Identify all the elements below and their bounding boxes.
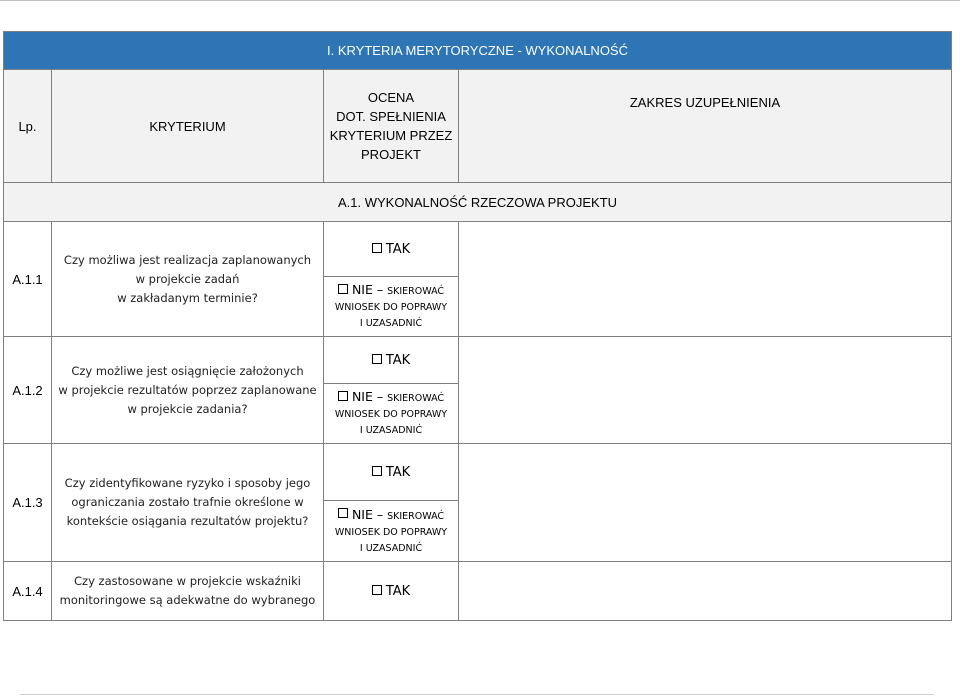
option-nie-action: WNIOSEK DO POPRAWY: [334, 409, 448, 420]
option-nie-action: I UZASADNIĆ: [359, 542, 423, 554]
option-tak-label: TAK: [385, 352, 411, 368]
criterion-line: w projekcie rezultatów poprzez zaplanowane: [58, 382, 317, 397]
option-nie-action: WNIOSEK DO POPRAWY: [334, 526, 448, 538]
row-lp: A.1.3: [4, 444, 52, 562]
table-title: I. KRYTERIA MERYTORYCZNE - WYKONALNOŚĆ: [4, 32, 952, 70]
header-row: [4, 70, 952, 183]
header-ocena-line: OCENA: [367, 90, 415, 105]
criterion-line: w projekcie zadania?: [127, 401, 248, 416]
checkbox-icon[interactable]: [372, 243, 382, 253]
row-zakres[interactable]: [459, 337, 952, 444]
header-ocena-line: PROJEKT: [361, 147, 421, 162]
row-lp: A.1.4: [4, 562, 52, 621]
option-tak[interactable]: [324, 444, 459, 501]
table-row: [4, 444, 952, 501]
criterion-line: w zakładanym terminie?: [117, 290, 258, 305]
section-title: A.1. WYKONALNOŚĆ RZECZOWA PROJEKTU: [4, 183, 952, 222]
page-bottom-border: [20, 694, 934, 695]
option-nie-action: SKIEROWAĆ: [387, 286, 445, 297]
option-nie-label: NIE –: [351, 389, 388, 404]
row-criterion: [52, 562, 324, 621]
row-zakres[interactable]: [459, 562, 952, 621]
option-nie-action: SKIEROWAĆ: [387, 510, 445, 522]
option-nie-action: I UZASADNIĆ: [359, 425, 423, 436]
option-nie[interactable]: [324, 277, 459, 337]
option-tak-label: TAK: [385, 464, 411, 480]
option-tak-label: TAK: [385, 583, 411, 599]
criteria-table: [3, 31, 952, 621]
option-tak[interactable]: [324, 222, 459, 277]
table-title-row: [4, 32, 952, 70]
option-nie-action: I UZASADNIĆ: [359, 318, 423, 329]
table-row: [4, 337, 952, 384]
section-row: [4, 183, 952, 222]
checkbox-icon[interactable]: [338, 284, 348, 294]
criterion-line: monitoringowe są adekwatne do wybranego: [59, 593, 316, 607]
header-lp: Lp.: [4, 70, 52, 183]
row-criterion: [52, 444, 324, 562]
row-zakres[interactable]: [459, 444, 952, 562]
header-ocena-line: DOT. SPEŁNIENIA: [336, 109, 446, 124]
option-nie[interactable]: [324, 501, 459, 562]
criterion-line: Czy możliwe jest osiągnięcie założonych: [71, 363, 304, 378]
header-zakres: ZAKRES UZUPEŁNIENIA: [459, 70, 952, 183]
option-tak[interactable]: [324, 337, 459, 384]
page-top-border: [0, 0, 960, 1]
checkbox-icon[interactable]: [372, 585, 382, 595]
criterion-line: Czy zastosowane w projekcie wskaźniki: [74, 574, 301, 588]
option-nie[interactable]: [324, 384, 459, 444]
option-nie-action: WNIOSEK DO POPRAWY: [334, 302, 448, 313]
row-criterion: [52, 337, 324, 444]
criterion-line: ograniczania zostało trafnie określone w: [71, 495, 304, 509]
table-row: [4, 222, 952, 277]
option-tak-label: TAK: [385, 241, 411, 257]
option-nie-label: NIE –: [351, 282, 388, 297]
row-lp: A.1.2: [4, 337, 52, 444]
checkbox-icon[interactable]: [372, 466, 382, 476]
option-nie-label: NIE –: [351, 506, 388, 522]
row-lp: A.1.1: [4, 222, 52, 337]
option-tak[interactable]: [324, 562, 459, 621]
criterion-line: kontekście osiągania rezultatów projektu?: [66, 514, 309, 528]
table-row: [4, 562, 952, 621]
header-ocena: [324, 70, 459, 183]
row-criterion: [52, 222, 324, 337]
header-kryterium: KRYTERIUM: [52, 70, 324, 183]
checkbox-icon[interactable]: [372, 354, 382, 364]
row-zakres[interactable]: [459, 222, 952, 337]
checkbox-icon[interactable]: [338, 508, 348, 518]
criterion-line: w projekcie zadań: [135, 271, 240, 286]
option-nie-action: SKIEROWAĆ: [387, 393, 445, 404]
criterion-line: Czy zidentyfikowane ryzyko i sposoby jego: [64, 476, 311, 490]
header-ocena-line: KRYTERIUM PRZEZ: [329, 128, 453, 143]
criterion-line: Czy możliwa jest realizacja zaplanowanych: [63, 252, 312, 267]
checkbox-icon[interactable]: [338, 391, 348, 401]
